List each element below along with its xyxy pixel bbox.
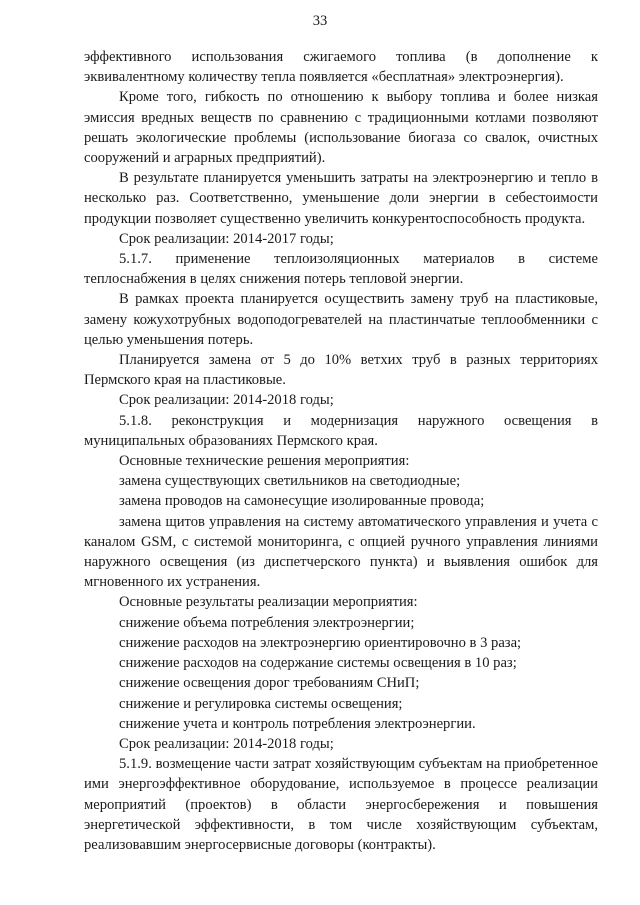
list-item: снижение объема потребления электроэнергии; bbox=[119, 614, 415, 631]
paragraph-deadline-2014-2017: Срок реализации: 2014-2017 годы; bbox=[119, 230, 334, 247]
list-item: замена существующих светильников на светодиодные; bbox=[119, 473, 461, 490]
paragraph-fuel-efficiency: эффективного использования сжигаемого топлива (в дополнение к эквивалентному количеству тепла появляется «бесплатная» электроэнергия). bbox=[84, 49, 598, 86]
list-item: замена проводов на самонесущие изолированные провода; bbox=[119, 493, 485, 510]
list-item: снижение расходов на электроэнергию ориентировочно в 3 раза; bbox=[119, 634, 522, 651]
paragraph-results-heading: Основные результаты реализации мероприятия: bbox=[119, 594, 418, 611]
list-item: снижение учета и контроль потребления электроэнергии. bbox=[119, 715, 476, 732]
list-item: снижение и регулировка системы освещения; bbox=[119, 695, 403, 712]
paragraph-item-5-1-8: 5.1.8. реконструкция и модернизация наружного освещения в муниципальных образованиях Пермского края. bbox=[84, 412, 598, 449]
paragraph-pipe-share: Планируется замена от 5 до 10% ветхих труб в разных территориях Пермского края на пластиковые. bbox=[84, 352, 598, 389]
list-item: снижение освещения дорог требованиям СНиП; bbox=[119, 675, 420, 692]
paragraph-technical-solutions-heading: Основные технические решения мероприятия: bbox=[119, 453, 410, 470]
paragraph-pipe-replacement: В рамках проекта планируется осуществить замену труб на пластиковые, замену кожухотрубных водоподогревателей на пластинчатые теплообменники с целью уменьшения потерь. bbox=[84, 291, 598, 348]
paragraph-deadline-2014-2018-a: Срок реализации: 2014-2018 годы; bbox=[119, 392, 334, 409]
paragraph-control-panels: замена щитов управления на систему автоматического управления и учета с каналом GSM, с системой мониторинга, с опцией ручного управления линиями наружного освещения (из диспетчерского пункта) и выявления ошибок для мгновенного их устранения. bbox=[84, 513, 598, 591]
paragraph-cost-reduction: В результате планируется уменьшить затраты на электроэнергию и тепло в несколько раз. Соответственно, уменьшение доли энергии в себестоимости продукции позволяет существенно увеличить конкурентоспособность продукта. bbox=[84, 170, 598, 227]
list-item: снижение расходов на содержание системы освещения в 10 раз; bbox=[119, 655, 517, 672]
paragraph-item-5-1-7: 5.1.7. применение теплоизоляционных материалов в системе теплоснабжения в целях снижения потерь тепловой энергии. bbox=[84, 251, 598, 288]
paragraph-deadline-2014-2018-b: Срок реализации: 2014-2018 годы; bbox=[119, 735, 334, 752]
document-body bbox=[84, 47, 598, 855]
paragraph-fuel-flexibility: Кроме того, гибкость по отношению к выбору топлива и более низкая эмиссия вредных веществ по сравнению с традиционными котлами позволяют решать экологические проблемы (использование биогаза со свалок, очистных сооружений и аграрных предприятий). bbox=[84, 89, 598, 167]
page-number: 33 bbox=[312, 13, 328, 29]
paragraph-item-5-1-9: 5.1.9. возмещение части затрат хозяйствующим субъектам на приобретенное ими энергоэффективное оборудование, используемое в процессе реализации мероприятий (проектов) в области энергосбережения и повышения энергетической эффективности, в том числе хозяйствующим субъектам, реализовавшим энергосервисные договоры (контракты). bbox=[84, 756, 598, 853]
